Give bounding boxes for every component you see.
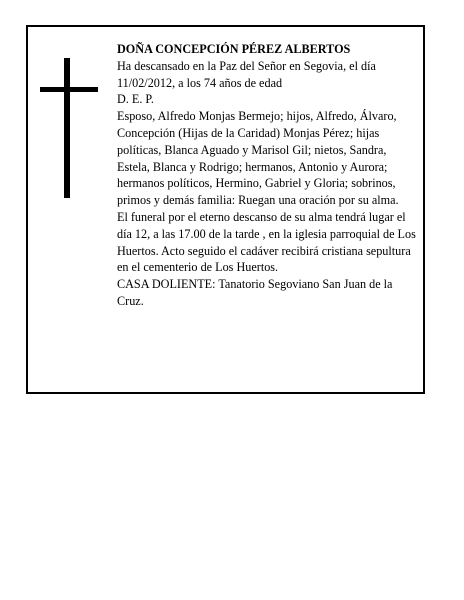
cross-icon [40, 58, 98, 198]
family-list: Esposo, Alfredo Monjas Bermejo; hijos, Alfredo, Álvaro, Concepción (Hijas de la Caridad) Monjas Pérez; hijas políticas, Blanca Aguado y Marisol Gil; nietos, Sandra, Estela, Blanca y Rodrigo; hermanos, Antonio y Aurora; hermanos políticos, Hermino, Gabriel y Gloria; sobrinos, primos y demás familia: Ruegan una oración por su alma. [117, 109, 399, 208]
mourning-house: CASA DOLIENTE: Tanatorio Segoviano San Juan de la Cruz. [117, 277, 393, 308]
rip-line: D. E. P. [117, 92, 154, 107]
funeral-details: El funeral por el eterno descanso de su alma tendrá lugar el día 12, a las 17.00 de la tarde , en la iglesia parroquial de Los Huertos. Acto seguido el cadáver recibirá cristiana sepultura en el cementerio de Los Huertos. [117, 209, 416, 275]
obituary-notice [26, 25, 425, 394]
deceased-name: DOÑA CONCEPCIÓN PÉREZ ALBERTOS [117, 42, 351, 56]
cross-horizontal-bar [40, 87, 98, 92]
death-announcement: Ha descansado en la Paz del Señor en Segovia, el día 11/02/2012, a los 74 años de edad [117, 58, 376, 90]
obituary-text [117, 41, 417, 310]
cross-vertical-bar [64, 58, 70, 198]
